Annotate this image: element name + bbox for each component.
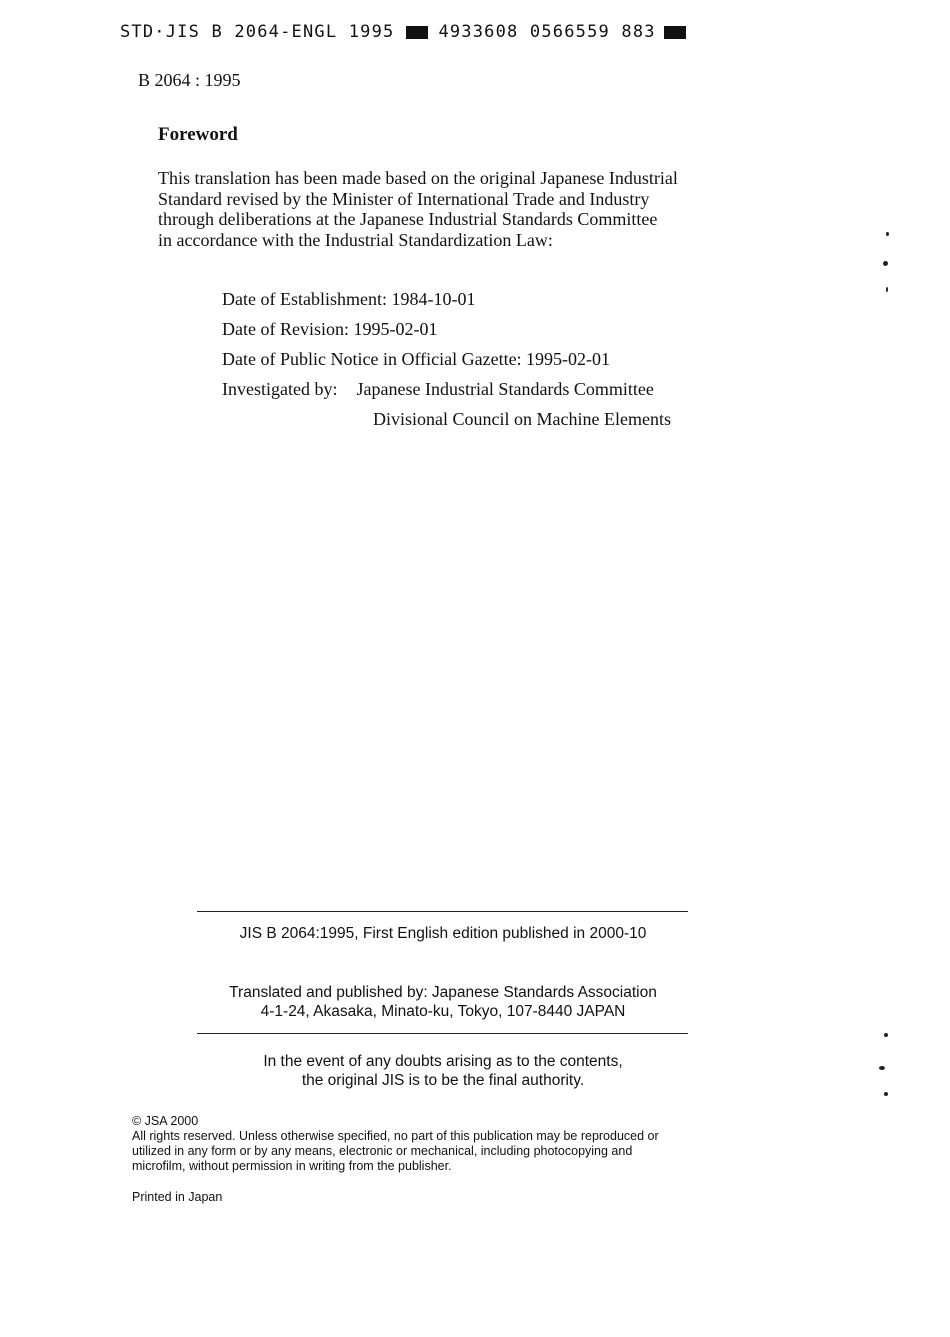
foreword-line: Standard revised by the Minister of International Trade and Industry xyxy=(158,188,650,209)
top-divider xyxy=(197,911,688,912)
date-of-revision: Date of Revision: 1995-02-01 xyxy=(222,319,438,339)
publisher-address: 4-1-24, Akasaka, Minato-ku, Tokyo, 107-8440 JAPAN xyxy=(260,1003,626,1020)
copyright-symbol-line: © JSA 2000 xyxy=(132,1114,199,1128)
scan-speck xyxy=(883,261,888,266)
standard-number: B 2064 : 1995 xyxy=(138,70,241,90)
stamp-black-bar-end xyxy=(664,26,686,39)
scan-speck xyxy=(884,1092,888,1096)
stamp-left-text: STD·JIS B 2064-ENGL 1995 xyxy=(120,22,395,42)
rights-line: All rights reserved. Unless otherwise specified, no part of this publication may be reproduced or xyxy=(132,1129,659,1143)
publisher-line: Translated and published by: Japanese Standards Association xyxy=(229,984,657,1001)
foreword-line: This translation has been made based on the original Japanese Industrial xyxy=(158,168,678,188)
printed-in-note: Printed in Japan xyxy=(132,1190,223,1204)
scan-speck xyxy=(879,1066,885,1070)
scan-speck xyxy=(884,1033,888,1037)
rights-line: utilized in any form or by any means, electronic or mechanical, including photocopying and xyxy=(132,1144,633,1158)
publisher-block xyxy=(0,983,886,1021)
foreword-title: Foreword xyxy=(158,124,238,145)
investigated-by-label: Investigated by: xyxy=(222,379,338,399)
scan-speck xyxy=(886,232,889,236)
foreword-line: in accordance with the Industrial Standardization Law: xyxy=(158,229,553,250)
stamp-black-bar xyxy=(406,26,428,39)
foreword-paragraph xyxy=(158,168,778,250)
authority-line: In the event of any doubts arising as to the contents, xyxy=(263,1053,623,1070)
date-of-public-notice: Date of Public Notice in Official Gazette: 1995-02-01 xyxy=(222,349,611,369)
rights-line: microfilm, without permission in writing from the publisher. xyxy=(132,1159,452,1173)
authority-line: the original JIS is to be the final authority. xyxy=(301,1072,585,1089)
copyright-block xyxy=(132,1114,752,1174)
document-stamp xyxy=(120,22,686,42)
investigated-by-row xyxy=(222,378,671,408)
bottom-divider xyxy=(197,1033,688,1034)
dates-block xyxy=(222,288,671,438)
investigated-by-committee: Japanese Industrial Standards Committee xyxy=(356,379,654,399)
rights-text xyxy=(132,1129,752,1174)
date-of-establishment: Date of Establishment: 1984-10-01 xyxy=(222,289,476,309)
stamp-right-text: 4933608 0566559 883 xyxy=(438,22,656,42)
investigated-by-council: Divisional Council on Machine Elements xyxy=(373,409,671,429)
foreword-line: through deliberations at the Japanese Industrial Standards Committee xyxy=(158,209,658,229)
scan-speck xyxy=(886,287,888,292)
edition-note: JIS B 2064:1995, First English edition published in 2000-10 xyxy=(239,925,647,942)
authority-note xyxy=(0,1052,886,1090)
